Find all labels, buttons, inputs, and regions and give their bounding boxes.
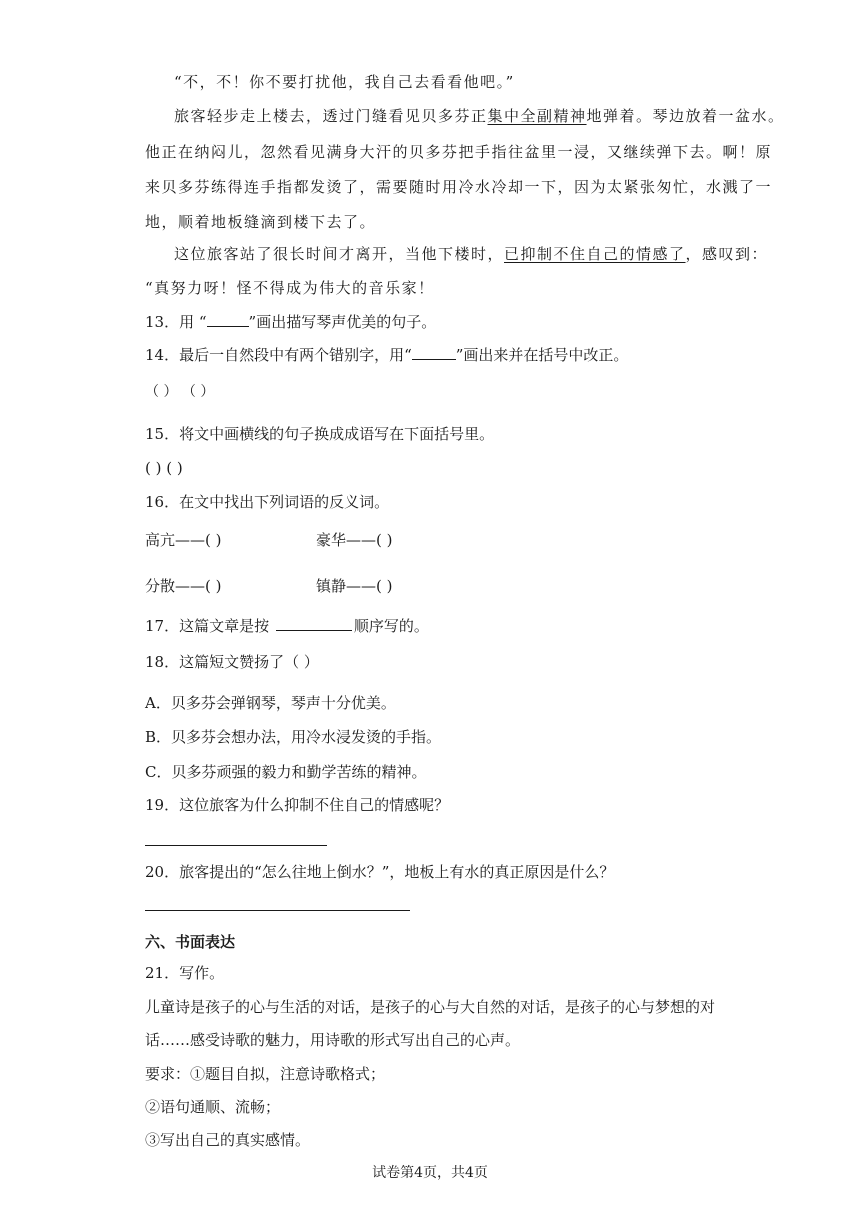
q16-item-c[interactable]: 分散——( ) (145, 577, 222, 595)
q17-blank[interactable] (276, 616, 352, 631)
passage-p2-post: 地弹着。琴边放着一盆水。 (586, 107, 785, 125)
q14-answer-parens[interactable]: （ ） （ ） (145, 384, 215, 400)
question-17 (145, 616, 429, 636)
q17-text-pre: 17．这篇文章是按 (145, 617, 270, 635)
q17-text-post: 顺序写的。 (353, 617, 429, 635)
question-20: 20．旅客提出的“怎么往地上倒水？”，地板上有水的真正原因是什么？ (145, 863, 615, 881)
section-title: 六、书面表达 (145, 933, 236, 951)
page-footer: 试卷第4页，共4页 (372, 1165, 488, 1181)
q19-answer-line[interactable] (145, 845, 327, 846)
question-16: 16．在文中找出下列词语的反义词。 (145, 493, 390, 511)
q13-blank[interactable] (207, 312, 249, 327)
passage-p2-pre: 旅客轻步走上楼去，透过门缝看见贝多芬正 (174, 107, 488, 125)
passage-p2-line2: 他正在纳闷儿，忽然看见满身大汗的贝多芬把手指往盆里一浸，又继续弹下去。啊！原 (145, 143, 773, 161)
passage-p3-post: ，感叹到： (685, 245, 769, 263)
q14-blank[interactable] (412, 345, 456, 360)
passage-p2-line1 (174, 106, 785, 126)
q13-text-post: ”画出描写琴声优美的句子。 (248, 313, 437, 331)
passage-p2-line4: 地，顺着地板缝滴到楼下去了。 (145, 213, 377, 231)
q18-option-a[interactable]: A．贝多芬会弹钢琴，琴声十分优美。 (145, 694, 396, 712)
passage-p3-line1 (174, 244, 768, 264)
q15-answer-parens[interactable]: ( ) ( ) (145, 459, 183, 477)
question-21: 21．写作。 (145, 964, 225, 982)
question-15: 15．将文中画横线的句子换成成语写在下面括号里。 (145, 425, 495, 443)
question-18: 18．这篇短文赞扬了（ ） (145, 653, 319, 671)
q20-answer-line[interactable] (145, 910, 410, 911)
q18-option-c[interactable]: C．贝多芬顽强的毅力和勤学苦练的精神。 (145, 763, 427, 781)
q21-requirement-2: ②语句通顺、流畅； (145, 1098, 281, 1116)
q16-item-b[interactable]: 豪华——( ) (316, 531, 393, 549)
question-13 (145, 312, 436, 332)
underlined-phrase-1: 集中全副精神 (487, 107, 587, 125)
q14-text-pre: 14．最后一自然段中有两个错别字，用“ (145, 346, 412, 364)
q21-requirement-3: ③写出自己的真实感情。 (145, 1131, 311, 1149)
question-14 (145, 345, 628, 365)
q21-intro-line2: 话……感受诗歌的魅力，用诗歌的形式写出自己的心声。 (145, 1031, 521, 1049)
passage-p3-line2: “真努力呀！怪不得成为伟大的音乐家！ (145, 279, 435, 297)
q16-item-a[interactable]: 高亢——( ) (145, 531, 222, 549)
q13-text-pre: 13．用 “ (145, 313, 207, 331)
q21-intro-line1: 儿童诗是孩子的心与生活的对话，是孩子的心与大自然的对话，是孩子的心与梦想的对 (145, 998, 716, 1016)
q16-item-d[interactable]: 镇静——( ) (316, 577, 393, 595)
q14-text-post: ”画出来并在括号中改正。 (455, 346, 629, 364)
passage-p1: “不，不！你不要打扰他，我自己去看看他吧。” (174, 73, 515, 91)
passage-p3-pre: 这位旅客站了很长时间才离开，当他下楼时， (174, 245, 505, 263)
underlined-phrase-2: 已抑制不住自己的情感了 (504, 245, 686, 263)
q21-requirement-1: 要求：①题目自拟，注意诗歌格式； (145, 1065, 386, 1083)
passage-p2-line3: 来贝多芬练得连手指都发烫了，需要随时用冷水冷却一下，因为太紧张匆忙，水溅了一 (145, 178, 773, 196)
q18-option-b[interactable]: B．贝多芬会想办法，用冷水浸发烫的手指。 (145, 728, 442, 746)
question-19: 19．这位旅客为什么抑制不住自己的情感呢？ (145, 796, 450, 814)
